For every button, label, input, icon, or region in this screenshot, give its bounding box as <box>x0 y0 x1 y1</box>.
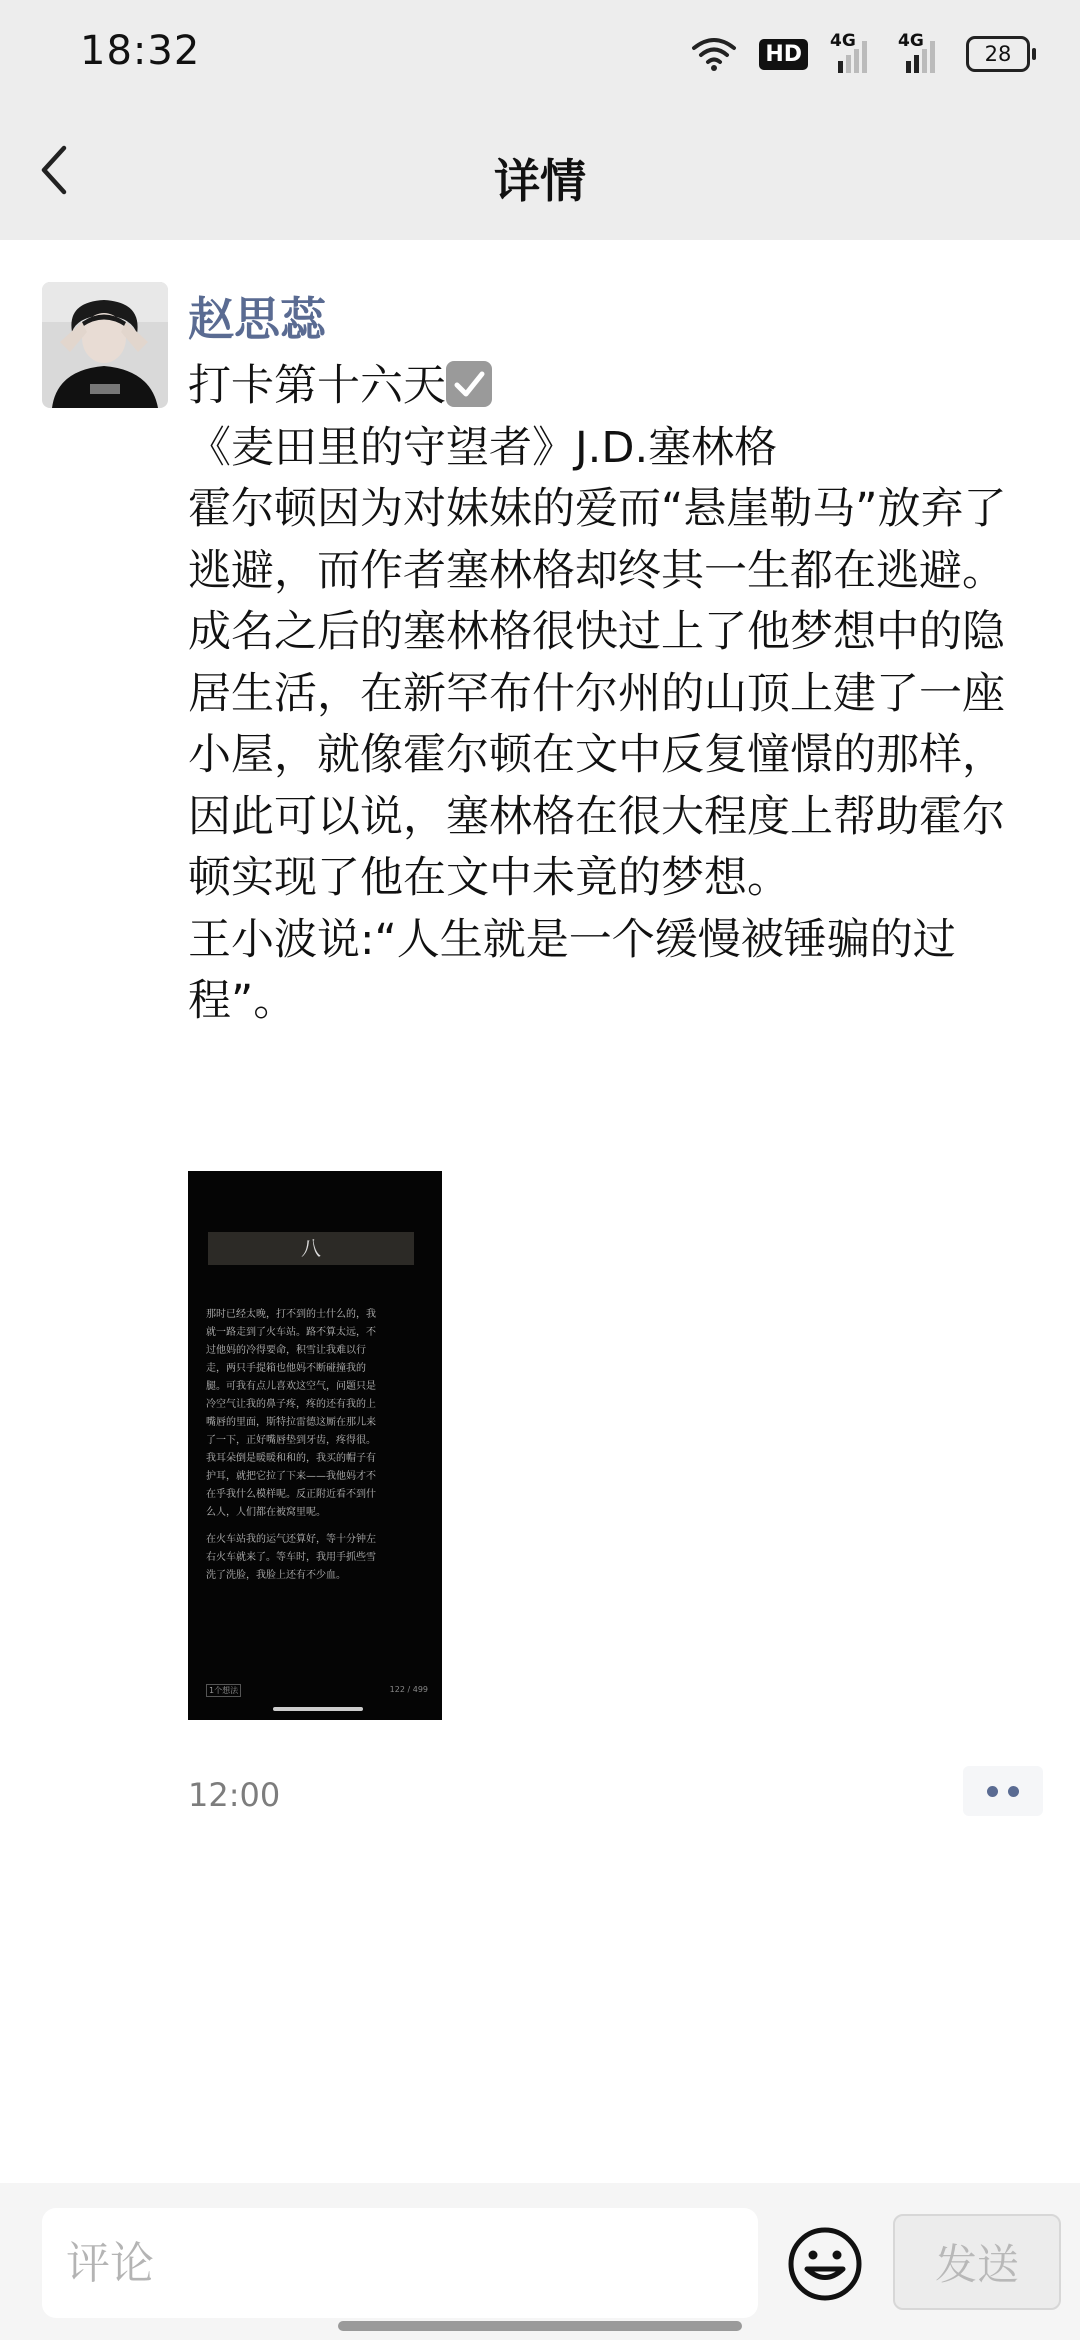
post-body <box>188 356 1028 1033</box>
image-footer-left: 1个想法 <box>206 1684 241 1697</box>
battery-level: 28 <box>984 42 1012 66</box>
more-options-button[interactable] <box>963 1766 1043 1816</box>
smiley-icon[interactable] <box>785 2224 865 2304</box>
image-home-indicator <box>273 1707 363 1711</box>
post-image[interactable] <box>188 1171 442 1720</box>
dot-icon <box>1008 1786 1019 1797</box>
signal-label: 4G <box>830 31 856 51</box>
comment-input[interactable] <box>42 2208 758 2318</box>
image-text-line: 了一下，正好嘴唇垫到牙齿，疼得很。 <box>206 1435 376 1446</box>
image-text-line: 那时已经太晚，打不到的士什么的，我 <box>206 1309 376 1320</box>
signal-icon <box>898 31 944 73</box>
image-text-line: 走，两只手提箱也他妈不断碰撞我的 <box>206 1363 366 1374</box>
battery-icon <box>966 36 1030 72</box>
status-icons <box>691 32 1030 76</box>
image-text-line: 冷空气让我的鼻子疼，疼的还有我的上 <box>206 1399 376 1410</box>
post-time: 12:00 <box>188 1776 281 1814</box>
signal-label: 4G <box>898 31 924 51</box>
page-title: 详情 <box>494 154 586 208</box>
hd-icon: HD <box>759 39 808 70</box>
image-text-line: 我耳朵倒是暖暖和和的，我买的帽子有 <box>206 1453 376 1464</box>
image-text-line: 就一路走到了火车站。路不算太远，不 <box>206 1327 376 1338</box>
status-time: 18:32 <box>80 28 201 74</box>
image-chapter-header: 八 <box>208 1232 414 1265</box>
post-line: 《麦田里的守望者》J.D.塞林格 <box>188 422 778 473</box>
image-text-line: 腿。可我有点儿喜欢这空气，问题只是 <box>206 1381 376 1392</box>
post-paragraph: 成名之后的塞林格很快过上了他梦想中的隐居生活，在新罕布什尔州的山顶上建了一座小屋，就像霍尔顿在文中反复憧憬的那样，因此可以说，塞林格在很大程度上帮助霍尔顿实现了他在文中未竟的梦想。 <box>188 607 1005 903</box>
image-text-line: 在火车站我的运气还算好，等十分钟左 <box>206 1534 376 1545</box>
image-text-line: 护耳，就把它拉了下来——我他妈才不 <box>206 1471 376 1482</box>
post-paragraph: 王小波说:“人生就是一个缓慢被锤骗的过程”。 <box>188 914 956 1026</box>
image-page-number: 122 / 499 <box>389 1685 428 1694</box>
image-text-line: 过他妈的冷得要命，积雪让我难以行 <box>206 1345 366 1356</box>
image-text-line: 在乎我什么模样呢。反正附近看不到什 <box>206 1489 376 1500</box>
image-text-line: 么人，人们都在被窝里呢。 <box>206 1507 326 1518</box>
wifi-icon <box>691 36 737 72</box>
image-text <box>206 1306 426 1585</box>
image-text-line: 洗了洗脸，我脸上还有不少血。 <box>206 1570 346 1581</box>
avatar[interactable] <box>42 282 168 408</box>
post-author[interactable]: 赵思蕊 <box>188 292 326 346</box>
dot-icon <box>987 1786 998 1797</box>
signal-icon <box>830 31 876 73</box>
post-paragraph: 霍尔顿因为对妹妹的爱而“悬崖勒马”放弃了逃避，而作者塞林格却终其一生都在逃避。 <box>188 484 1007 596</box>
image-text-line: 右火车就来了。等车时，我用手抓些雪 <box>206 1552 376 1563</box>
image-text-line: 嘴唇的里面，斯特拉雷德这厮在那儿来 <box>206 1417 376 1428</box>
post-line-text: 打卡第十六天 <box>188 361 446 411</box>
post-line <box>188 356 1028 418</box>
checkmark-icon <box>446 361 492 407</box>
home-indicator[interactable] <box>338 2321 742 2331</box>
send-button[interactable]: 发送 <box>893 2214 1061 2310</box>
